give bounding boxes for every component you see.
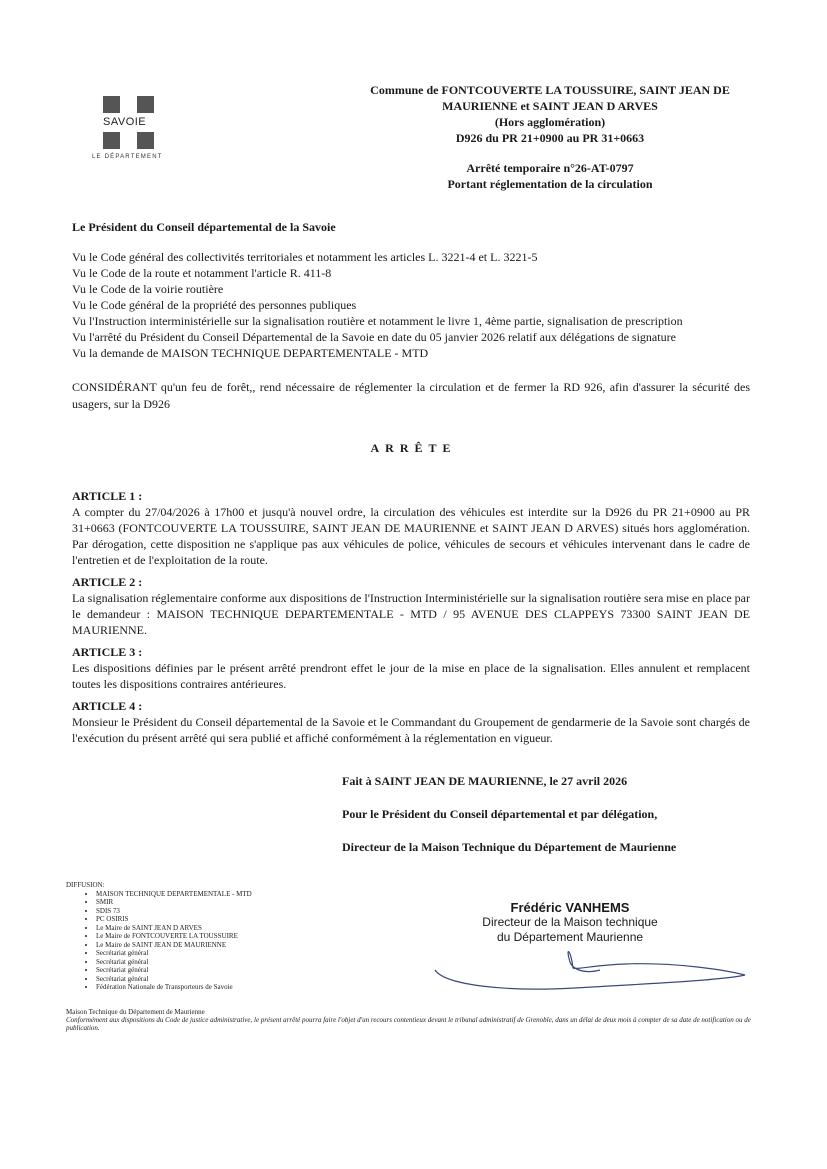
diffusion-item: • MAISON TECHNIQUE DEPARTEMENTALE - MTD xyxy=(96,890,252,899)
diffusion-item: • Secrétariat général xyxy=(96,949,252,958)
logo-word: SAVOIE xyxy=(103,116,147,128)
diffusion-item: • Secrétariat général xyxy=(96,975,252,984)
diffusion-list xyxy=(66,881,252,992)
diffusion-item: • SMIR xyxy=(96,898,252,907)
vu-item: Vu l'Instruction interministérielle sur la signalisation routière et notamment le livre 1, 4ème partie, signalisation de prescription xyxy=(72,314,683,328)
article-body: La signalisation réglementaire conforme aux dispositions de l'Instruction Interministérielle sur la signalisation routière sera mise en place par le demandeur : MAISON TECHNIQUE DEPARTEMENTALE - MTD / 95 AVENUE DES CLAPPEYS 73300 SAINT JEAN DE MAURIENNE. xyxy=(72,591,750,637)
diffusion-item: • SDIS 73 xyxy=(96,907,252,916)
vu-list xyxy=(72,249,683,361)
vu-item: Vu le Code de la voirie routière xyxy=(72,282,224,296)
diffusion-item: • Secrétariat général xyxy=(96,966,252,975)
arrete-heading: ARRÊTE xyxy=(370,441,457,455)
header-road-section: D926 du PR 21+0900 au PR 31+0663 xyxy=(455,131,645,145)
diffusion-item: • PC OSIRIS xyxy=(96,915,252,924)
logo-subtitle: LE DÉPARTEMENT xyxy=(92,154,163,160)
logo-square-icon xyxy=(137,132,154,149)
footer-org: Maison Technique du Département de Maurienne xyxy=(66,1008,205,1016)
diffusion-item: • Le Maire de FONTCOUVERTE LA TOUSSUIRE xyxy=(96,932,252,941)
header-commune-line1: Commune de FONTCOUVERTE LA TOUSSUIRE, SAINT JEAN DE xyxy=(370,83,730,97)
article-title: ARTICLE 2 : xyxy=(72,575,143,589)
considerant-paragraph: CONSIDÉRANT qu'un feu de forêt,, rend nécessaire de réglementer la circulation et de fermer la RD 926, afin d'assurer la sécurité des usagers, sur la D926 xyxy=(72,380,750,411)
articles-section xyxy=(72,488,750,752)
article-body: Les dispositions définies par le présent arrêté prendront effet le jour de la mise en place de la signalisation. Elles annulent et remplacent toutes les dispositions contraires antérieures. xyxy=(72,661,750,691)
vu-item: Vu l'arrêté du Président du Conseil Départemental de la Savoie en date du 05 janvier 2026 relatif aux délégations de signature xyxy=(72,330,676,344)
diffusion-item: • Le Maire de SAINT JEAN D ARVES xyxy=(96,924,252,933)
diffusion-title: DIFFUSION: xyxy=(66,881,105,889)
diffusion-item: • Le Maire de SAINT JEAN DE MAURIENNE xyxy=(96,941,252,950)
directeur-line: Directeur de la Maison Technique du Département de Maurienne xyxy=(342,840,677,854)
logo-square-icon xyxy=(137,96,154,113)
footer-notice xyxy=(66,1008,756,1032)
diffusion-item: • Secrétariat général xyxy=(96,958,252,967)
fait-a-line: Fait à SAINT JEAN DE MAURIENNE, le 27 avril 2026 xyxy=(342,774,628,788)
vu-item: Vu le Code de la route et notamment l'article R. 411-8 xyxy=(72,266,332,280)
president-title: Le Président du Conseil départemental de la Savoie xyxy=(72,220,336,234)
signatory-name: Frédéric VANHEMS xyxy=(510,900,630,915)
signatory-role-line1: Directeur de la Maison technique xyxy=(482,915,658,929)
logo-square-icon xyxy=(103,96,120,113)
footer-legal: Conformément aux dispositions du Code de justice administrative, le présent arrêté pourra faire l'objet d'un recours contentieux devant le tribunal administratif de Grenoble, dans un délai de deux mois à compter de sa date de notification ou de publication. xyxy=(66,1016,751,1032)
vu-item: Vu le Code général de la propriété des personnes publiques xyxy=(72,298,357,312)
delegation-line: Pour le Président du Conseil départemental et par délégation, xyxy=(342,807,658,821)
diffusion-item: • Fédération Nationale de Transporteurs de Savoie xyxy=(96,983,252,992)
handwritten-signature-icon xyxy=(425,940,755,1000)
signature-block xyxy=(470,900,670,945)
arrete-number: Arrêté temporaire n°26-AT-0797 xyxy=(466,161,634,175)
article-title: ARTICLE 1 : xyxy=(72,489,143,503)
arrete-object: Portant réglementation de la circulation xyxy=(447,177,653,191)
logo-square-icon xyxy=(103,132,120,149)
article-body: Monsieur le Président du Conseil départemental de la Savoie et le Commandant du Groupement de gendarmerie de la Savoie sont chargés de l'exécution du présent arrêté qui sera publié et affiché conformément à la réglementation en vigueur. xyxy=(72,715,750,745)
article-title: ARTICLE 3 : xyxy=(72,645,143,659)
vu-item: Vu le Code général des collectivités territoriales et notamment les articles L. 3221-4 et L. 3221-5 xyxy=(72,250,538,264)
article-title: ARTICLE 4 : xyxy=(72,699,143,713)
article-body: A compter du 27/04/2026 à 17h00 et jusqu'à nouvel ordre, la circulation des véhicules est interdite sur la D926 du PR 21+0900 au PR 31+0663 (FONTCOUVERTE LA TOUSSUIRE, SAINT JEAN DE MAURIENNE et SAINT JEAN D ARVES) situés hors agglomération. Par dérogation, cette disposition ne s'applique pas aux véhicules de police, véhicules de secours et véhicules intervenant dans le cadre de l'entretien et de l'exploitation de la route. xyxy=(72,505,750,567)
vu-item: Vu la demande de MAISON TECHNIQUE DEPARTEMENTALE - MTD xyxy=(72,346,429,360)
document-header xyxy=(320,82,780,192)
header-hors-agglo: (Hors agglomération) xyxy=(494,115,606,129)
signatory-role-line2: du Département Maurienne xyxy=(496,930,644,944)
header-commune-line2: MAURIENNE et SAINT JEAN D ARVES xyxy=(442,99,658,113)
